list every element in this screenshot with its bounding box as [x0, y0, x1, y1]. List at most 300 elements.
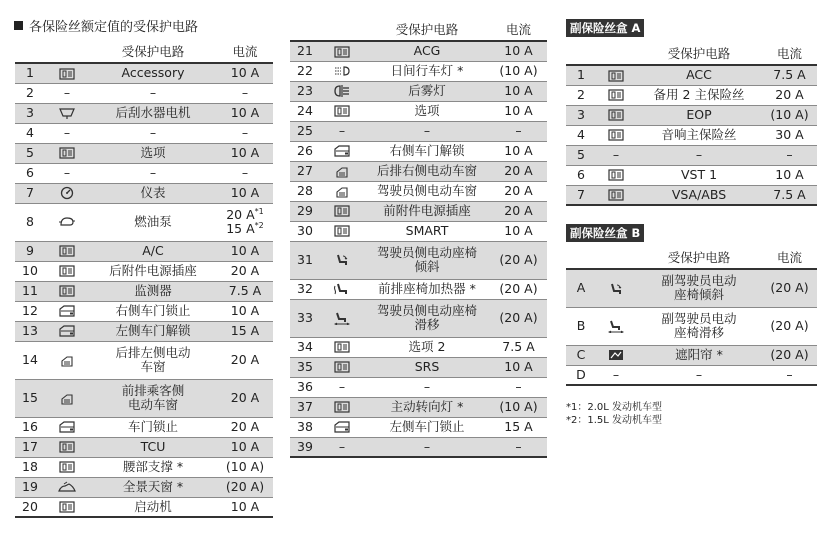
- table-row: [15, 63, 273, 83]
- icon-cell: [320, 101, 364, 121]
- header-blank: [566, 44, 596, 65]
- table-row: [15, 341, 273, 379]
- fuse-current: [762, 85, 817, 105]
- protected-circuit: [89, 417, 217, 437]
- circuit-line: 日间行车灯 *: [390, 63, 464, 78]
- protected-circuit: [89, 437, 217, 457]
- table-row: [15, 143, 273, 163]
- current-value: 7.5 A: [502, 339, 535, 354]
- circuit-line: 选项: [140, 145, 166, 160]
- fuse-number: 24: [290, 101, 320, 121]
- fuse-current: [490, 221, 547, 241]
- fuse-number: 32: [290, 279, 320, 299]
- current-value: 10 A: [504, 223, 533, 238]
- circuit-line: 前排乘客侧: [121, 383, 185, 398]
- protected-circuit: [89, 163, 217, 183]
- table-row: [290, 61, 547, 81]
- fuse-number: A: [566, 269, 596, 307]
- table-row: [566, 185, 817, 205]
- footnote-mark: *2: [254, 220, 264, 230]
- seat-slide-icon: [333, 311, 351, 325]
- circuit-line: 选项: [414, 103, 440, 118]
- table-row: [15, 203, 273, 241]
- fuse-current: [217, 477, 273, 497]
- circuit-line: VSA/ABS: [671, 186, 727, 202]
- current-line: [762, 68, 817, 82]
- protected-circuit: [636, 365, 762, 385]
- icon-cell: [320, 299, 364, 337]
- circuit-line: 全景天窗 *: [122, 479, 184, 494]
- fuse-current: [490, 201, 547, 221]
- circuit-line: ACC: [686, 67, 712, 83]
- current-value: 10 A: [504, 83, 533, 98]
- circuit-line: –: [149, 85, 157, 100]
- circuit-line: –: [695, 366, 703, 382]
- table-row: [290, 397, 547, 417]
- fuse-current: [490, 241, 547, 279]
- protected-circuit: [364, 201, 490, 221]
- current-line: [490, 84, 547, 98]
- daytime-running-light-icon: [333, 64, 351, 78]
- current-line: [490, 380, 547, 394]
- fuse-current: [490, 299, 547, 337]
- door-lock-icon: [58, 304, 76, 318]
- fuse-current: [217, 437, 273, 457]
- protected-circuit: [636, 269, 762, 307]
- protected-circuit: [364, 81, 490, 101]
- power-window-icon: [58, 353, 76, 367]
- icon-cell: [45, 281, 89, 301]
- current-value: (20 A): [499, 281, 538, 296]
- fuse-number: 3: [566, 105, 596, 125]
- fuse-number: 2: [15, 83, 45, 103]
- table-row: [15, 321, 273, 341]
- table-row: [290, 279, 547, 299]
- icon-cell: [320, 241, 364, 279]
- icon-cell: [45, 497, 89, 517]
- header-current: 电流: [762, 248, 817, 269]
- current-value: 15 A: [226, 221, 255, 236]
- door-lock-icon: [333, 420, 351, 434]
- protected-circuit: [364, 141, 490, 161]
- circuit-line: VST 1: [680, 167, 718, 182]
- fuse-number: 29: [290, 201, 320, 221]
- current-line: [490, 144, 547, 158]
- current-value: 20 A: [775, 87, 804, 102]
- table-row: [15, 123, 273, 143]
- icon-cell: –: [45, 123, 89, 143]
- section-heading: [14, 16, 198, 35]
- current-line: [217, 324, 273, 338]
- fuse-current: [762, 345, 817, 365]
- current-line: [217, 146, 273, 160]
- header-blank: [45, 42, 89, 63]
- table-row: [290, 417, 547, 437]
- fuse-current: [762, 365, 817, 385]
- icon-cell: –: [320, 437, 364, 457]
- heading-square-icon: [14, 21, 23, 30]
- icon-cell: [45, 321, 89, 341]
- fuse-table-main-left: [15, 42, 273, 518]
- fuse-current: [217, 321, 273, 341]
- fuse-current: [490, 437, 547, 457]
- table-row: [15, 477, 273, 497]
- current-value: 10 A: [775, 167, 804, 182]
- circuit-line: SMART: [405, 223, 449, 238]
- icon-cell: [320, 417, 364, 437]
- current-value: 10 A: [230, 185, 260, 200]
- icon-cell: –: [596, 145, 636, 165]
- current-value: 10 A: [504, 143, 533, 158]
- current-value: 10 A: [230, 243, 260, 258]
- heading-text: 各保险丝额定值的受保护电路: [29, 20, 199, 35]
- fuse-current: [762, 105, 817, 125]
- table-row: [290, 41, 547, 61]
- fuse-current: [217, 457, 273, 477]
- current-value: 20 A: [230, 419, 260, 434]
- table-row: [15, 183, 273, 203]
- current-value: –: [786, 366, 793, 382]
- current-line: [217, 106, 273, 120]
- current-line: [217, 86, 273, 100]
- box-a-title: 副保险丝盒 A: [566, 19, 644, 37]
- fuse-number: 6: [15, 163, 45, 183]
- fuse-number: C: [566, 345, 596, 365]
- icon-cell: –: [320, 121, 364, 141]
- current-value: 20 A: [230, 263, 260, 278]
- fuse-number: 36: [290, 377, 320, 397]
- protected-circuit: [636, 307, 762, 345]
- fuse-current: [490, 41, 547, 61]
- fuse-current: [490, 121, 547, 141]
- protected-circuit: [364, 161, 490, 181]
- protected-circuit: [364, 437, 490, 457]
- protected-circuit: [89, 63, 217, 83]
- rear-wiper-icon: [58, 106, 76, 120]
- current-line: [217, 460, 273, 474]
- current-line: [490, 311, 547, 325]
- header-blank: [15, 42, 45, 63]
- fuse-number: 7: [566, 185, 596, 205]
- header-blank: [596, 248, 636, 269]
- circuit-line: 前附件电源插座: [383, 203, 471, 218]
- table-row: [15, 261, 273, 281]
- protected-circuit: [89, 261, 217, 281]
- table-row: [566, 365, 817, 385]
- icon-cell: [45, 63, 89, 83]
- current-line: [217, 480, 273, 494]
- current-line: [762, 108, 817, 122]
- circuit-line: 后附件电源插座: [109, 263, 197, 278]
- icon-cell: [45, 143, 89, 163]
- current-line: [490, 104, 547, 118]
- table-row: [290, 201, 547, 221]
- icon-cell: [320, 337, 364, 357]
- current-line: [490, 420, 547, 434]
- protected-circuit: [89, 183, 217, 203]
- table-row: [290, 181, 547, 201]
- current-line: [490, 400, 547, 414]
- current-value: 7.5 A: [228, 283, 262, 298]
- fuse-number: 14: [15, 341, 45, 379]
- fuse-box-icon: [607, 69, 625, 83]
- protected-circuit: [364, 299, 490, 337]
- circuit-line: –: [695, 147, 703, 162]
- fuse-number: 6: [566, 165, 596, 185]
- fuse-box-icon: [58, 244, 76, 258]
- table-row: [290, 121, 547, 141]
- current-value: (10 A): [499, 63, 538, 78]
- circuit-line: 后刮水器电机: [115, 105, 191, 120]
- icon-cell: [320, 61, 364, 81]
- fuse-current: [217, 341, 273, 379]
- table-row: [15, 497, 273, 517]
- protected-circuit: [364, 41, 490, 61]
- table-row: [290, 241, 547, 279]
- protected-circuit: [89, 457, 217, 477]
- circuit-line: 燃油泵: [134, 214, 172, 229]
- current-line: [490, 164, 547, 178]
- fuse-box-icon: [333, 340, 351, 354]
- icon-cell: [596, 65, 636, 85]
- icon-cell: [320, 201, 364, 221]
- fuse-number: 19: [15, 477, 45, 497]
- fuse-current: [490, 357, 547, 377]
- icon-cell: [320, 221, 364, 241]
- protected-circuit: [364, 279, 490, 299]
- circuit-line: 右侧车门解锁: [389, 143, 465, 158]
- current-line: [490, 282, 547, 296]
- fuse-number: B: [566, 307, 596, 345]
- current-line: [217, 440, 273, 454]
- fuse-table-box-a: [566, 44, 817, 206]
- current-line: [762, 168, 817, 182]
- circuit-line: –: [423, 379, 431, 394]
- header-circuit: 受保护电路: [636, 248, 762, 269]
- current-line: [217, 66, 273, 80]
- fuse-number: 15: [15, 379, 45, 417]
- circuit-line: ACG: [413, 43, 441, 59]
- table-row: [15, 241, 273, 261]
- circuit-line: 遮阳帘 *: [675, 347, 723, 362]
- fuse-number: 3: [15, 103, 45, 123]
- power-window-icon: [333, 164, 351, 178]
- current-line: [762, 319, 817, 333]
- protected-circuit: [364, 357, 490, 377]
- fuse-number: 4: [15, 123, 45, 143]
- icon-cell: –: [45, 163, 89, 183]
- circuit-line: 驾驶员侧电动座椅: [376, 303, 477, 318]
- current-value: 10 A: [230, 65, 260, 81]
- fuse-box-icon: [333, 204, 351, 218]
- fuse-current: [217, 301, 273, 321]
- protected-circuit: [89, 497, 217, 517]
- current-value: 10 A: [504, 43, 533, 59]
- icon-cell: [320, 141, 364, 161]
- door-lock-icon: [58, 324, 76, 338]
- protected-circuit: [89, 123, 217, 143]
- table-row: [566, 65, 817, 85]
- table-row: [15, 281, 273, 301]
- icon-cell: [45, 379, 89, 417]
- fuse-number: 13: [15, 321, 45, 341]
- table-row: [15, 103, 273, 123]
- footnote-mark: *1: [254, 206, 264, 216]
- door-lock-icon: [333, 144, 351, 158]
- current-value: –: [786, 147, 793, 162]
- fuse-number: 20: [15, 497, 45, 517]
- fuse-number: 10: [15, 261, 45, 281]
- table-row: [15, 417, 273, 437]
- current-line: [762, 148, 817, 162]
- current-line: [217, 244, 273, 258]
- protected-circuit: [89, 321, 217, 341]
- header-current: 电流: [490, 20, 547, 41]
- header-blank: [596, 44, 636, 65]
- fuse-current: [762, 185, 817, 205]
- current-value: 20 A: [504, 163, 533, 178]
- fuse-box-icon: [333, 45, 351, 59]
- fuse-current: [762, 125, 817, 145]
- current-line: [762, 368, 817, 382]
- icon-cell: –: [596, 365, 636, 385]
- fuse-current: [762, 145, 817, 165]
- protected-circuit: [89, 83, 217, 103]
- fuse-current: [217, 281, 273, 301]
- fuse-current: [490, 397, 547, 417]
- circuit-line: 驾驶员侧电动座椅: [376, 245, 477, 260]
- footnote-2: *2：1.5L 发动机车型: [566, 415, 663, 426]
- fuse-number: 27: [290, 161, 320, 181]
- icon-cell: [45, 341, 89, 379]
- current-line: [490, 340, 547, 354]
- fuse-number: 26: [290, 141, 320, 161]
- current-line: [217, 500, 273, 514]
- seat-slide-icon: [607, 319, 625, 333]
- icon-cell: [45, 437, 89, 457]
- fuse-current: [217, 183, 273, 203]
- fuse-current: [490, 377, 547, 397]
- table-row: [566, 345, 817, 365]
- fuse-current: [217, 379, 273, 417]
- fuse-number: 35: [290, 357, 320, 377]
- fuse-box-icon: [58, 264, 76, 278]
- fuse-current: [217, 123, 273, 143]
- circuit-line: 前排座椅加热器 *: [378, 281, 476, 296]
- table-row: [290, 357, 547, 377]
- current-value: 10 A: [230, 145, 260, 160]
- circuit-line: –: [149, 125, 157, 140]
- fuse-table-box-b: [566, 248, 817, 386]
- icon-cell: –: [320, 377, 364, 397]
- icon-cell: [596, 307, 636, 345]
- icon-cell: [45, 417, 89, 437]
- table-row: [290, 101, 547, 121]
- table-row: [15, 437, 273, 457]
- fuse-number: 17: [15, 437, 45, 457]
- fuse-current: [762, 165, 817, 185]
- current-value: 7.5 A: [773, 67, 806, 83]
- fuse-box-icon: [58, 146, 76, 160]
- circuit-line: 仪表: [140, 185, 166, 200]
- fuse-current: [217, 163, 273, 183]
- table-row: [566, 145, 817, 165]
- current-line: [217, 284, 273, 298]
- table-row: [566, 125, 817, 145]
- current-line: [490, 253, 547, 267]
- table-row: [566, 269, 817, 307]
- current-value: (10 A): [225, 459, 265, 474]
- box-b-title: 副保险丝盒 B: [566, 224, 644, 242]
- fuse-number: 1: [15, 63, 45, 83]
- circuit-line: 左侧车门锁止: [389, 419, 465, 434]
- fuse-current: [490, 61, 547, 81]
- fuse-current: [490, 337, 547, 357]
- fuse-number: 5: [15, 143, 45, 163]
- current-line: [490, 440, 547, 454]
- current-value: (10 A): [499, 399, 538, 414]
- table-row: [290, 437, 547, 457]
- current-value: 20 A: [226, 207, 255, 222]
- current-value: 10 A: [230, 105, 260, 120]
- icon-cell: [320, 161, 364, 181]
- protected-circuit: [364, 417, 490, 437]
- current-value: 15 A: [504, 419, 533, 434]
- circuit-line: 启动机: [134, 498, 172, 514]
- fuse-number: 12: [15, 301, 45, 321]
- fuse-number: 21: [290, 41, 320, 61]
- icon-cell: [320, 357, 364, 377]
- table-row: [15, 163, 273, 183]
- icon-cell: [320, 397, 364, 417]
- protected-circuit: [364, 377, 490, 397]
- circuit-line: –: [149, 165, 157, 180]
- fuse-current: [217, 83, 273, 103]
- seat-recline-icon: [333, 253, 351, 267]
- current-value: 10 A: [504, 359, 533, 374]
- current-line: [217, 126, 273, 140]
- current-line: [762, 128, 817, 142]
- fuse-number: 1: [566, 65, 596, 85]
- circuit-line: 后排右侧电动车窗: [376, 163, 477, 178]
- icon-cell: [45, 457, 89, 477]
- current-line: [490, 360, 547, 374]
- fuse-number: 16: [15, 417, 45, 437]
- fuse-box-icon: [607, 108, 625, 122]
- current-line: [490, 224, 547, 238]
- fuse-number: 30: [290, 221, 320, 241]
- fuse-number: 31: [290, 241, 320, 279]
- icon-cell: [320, 81, 364, 101]
- circuit-line: 右侧车门锁止: [115, 303, 191, 318]
- table-row: [290, 377, 547, 397]
- protected-circuit: [364, 181, 490, 201]
- current-value: 10 A: [504, 103, 533, 118]
- protected-circuit: [636, 165, 762, 185]
- fuse-number: 25: [290, 121, 320, 141]
- fuse-current: [762, 307, 817, 345]
- current-line: [217, 208, 273, 222]
- fuse-number: 9: [15, 241, 45, 261]
- circuit-line: –: [423, 438, 431, 454]
- fuse-number: 33: [290, 299, 320, 337]
- fuse-current: [490, 81, 547, 101]
- fuse-box-icon: [607, 168, 625, 182]
- table-row: [566, 307, 817, 345]
- current-value: (20 A): [770, 347, 809, 362]
- circuit-line-2: 座椅倾斜: [673, 287, 724, 303]
- current-value: 20 A: [504, 203, 533, 218]
